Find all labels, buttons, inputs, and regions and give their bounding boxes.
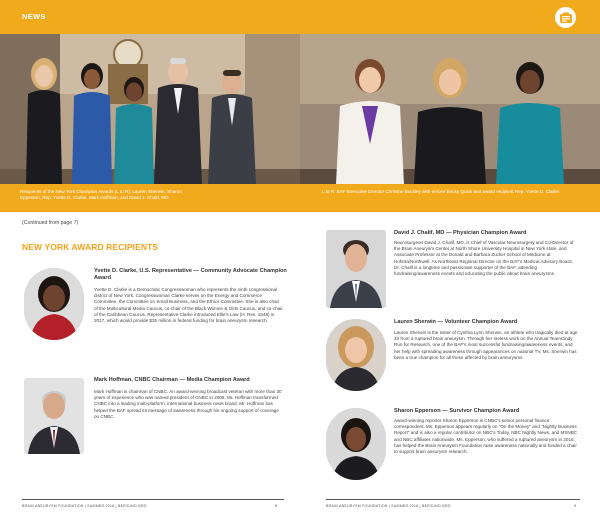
- profile-name-mark-hoffman: Mark Hoffman, CNBC Chairman — Media Champion Award: [94, 377, 250, 383]
- caption-bar-left: [0, 184, 300, 212]
- portrait-mark-hoffman: [24, 378, 84, 454]
- page-number-left: 8: [275, 504, 278, 508]
- profile-bio-david-chalif: Neurosurgeon David J. Chalif, MD, is Chief of Vascular Neurosurgery and Co-Director of the Brain Aneurysm Center at North Shore University Hospital in New York state, and Associate Professor at the Donald and Barbara Zucker School of Medicine at Hofstra/Northwell. As Northeast Regional Director on the BAF's Medical Advisory Board, Dr. Chalif is a longtime and passionate supporter of the BAF, attending fundraising/awareness events and educating the public about brain aneurysms.: [394, 240, 574, 277]
- group-photo-left: [0, 34, 300, 184]
- profile-bio-sharon-epperson: Award-winning reporter Sharon Epperson is CNBC's senior personal finance correspondent. Ms. Epperson appears regularly on "On the Money" and "Nightly Business Report" and is also a regular contributor on NBC's Today, NBC Nightly News, and MSNBC and NBC affiliates nationwide. Ms. Epperson, who suffered a ruptured aneurysm in 2016, has helped the Brain Aneurysm Foundation raise awareness nationally and funded a chair to support brain aneurysm research.: [394, 418, 578, 455]
- brain-aneurysm-foundation-logo-icon: [555, 7, 576, 28]
- continued-note: (Continued from page 7): [22, 220, 79, 226]
- section-label: NEWS: [22, 12, 46, 21]
- profile-bio-mark-hoffman: Mark Hoffman is chairman of CNBC. An award-winning broadcast veteran with more than 30 years of experience who was named president of CNBC in 2005, Mr. Hoffman transformed CNBC into a leading multi-platform, international business news brand. Mr. Hoffman has helped the BAF spread its message of awareness through his ongoing support of coverage on CNBC.: [94, 389, 282, 419]
- portrait-sharon-epperson: [326, 408, 386, 480]
- caption-bar-right: [300, 184, 600, 212]
- profile-name-david-chalif: David J. Chalif, MD — Physician Champion Award: [394, 230, 527, 236]
- profile-name-sharon-epperson: Sharon Epperson — Survivor Champion Award: [394, 408, 520, 414]
- group-photo-right: [300, 34, 600, 184]
- footer-right: BRAIN ANEURYSM FOUNDATION | SUMMER 2018 | BAFOUND.ORG: [326, 504, 451, 508]
- header-bar: [0, 0, 600, 34]
- portrait-yvette-clarke: [24, 268, 84, 340]
- portrait-lauren-sherwin: [326, 319, 386, 391]
- photo-caption-left: Recipients of the New York Champion Awards (L to R): Lauren Sherwin, Sharon Epperson, Rep. Yvette D. Clarke, Mark Hoffman, and David J. Chalif, MD.: [20, 189, 182, 200]
- profile-name-yvette-clarke: Yvette D. Clarke, U.S. Representative — Community Advocate Champion Award: [94, 268, 287, 281]
- page-number-right: 9: [574, 504, 577, 508]
- section-heading: NEW YORK AWARD RECIPIENTS: [22, 242, 159, 252]
- footer-rule-right: [326, 499, 580, 500]
- portrait-david-chalif: [326, 230, 386, 308]
- profile-bio-lauren-sherwin: Lauren Sherwin is the sister of Cynthia Lynn Sherwin, an athlete who tragically died at age 33 from a ruptured brain aneurysm. Through her tireless work on the Annual TeamCindy Run for Research, one of the BAF's most successful fundraising/awareness events, and her help with spreading awareness through appearances on national TV, Ms. Sherwin has been a true champion for all those affected by brain aneurysms.: [394, 330, 578, 360]
- profile-name-lauren-sherwin: Lauren Sherwin — Volunteer Champion Award: [394, 319, 518, 325]
- profile-bio-yvette-clarke: Yvette D. Clarke is a Democratic Congresswoman who represents the ninth congressional district of New York. Congresswoman Clarke serves on the Energy and Commerce Committee, the Committee on Small Business, and the Ethics Committee. She is also chair of the Multicultural Media Caucus, co-chair of the Black Women & Girls Caucus, and co-chair of the Caribbean Caucus. Representative Clarke introduced Ellie's Law (H. Res. 1648) in 2017, which would provide $25 million in federal funding for brain aneurysm research.: [94, 287, 283, 324]
- footer-rule-left: [22, 499, 284, 500]
- footer-left: BRAIN ANEURYSM FOUNDATION | SUMMER 2018 | BAFOUND.ORG: [22, 504, 147, 508]
- photo-caption-right: L to R: BAF Executive Director Christine Buckley with emcee Becky Quick and award recipient Rep. Yvette D. Clarke.: [322, 189, 561, 194]
